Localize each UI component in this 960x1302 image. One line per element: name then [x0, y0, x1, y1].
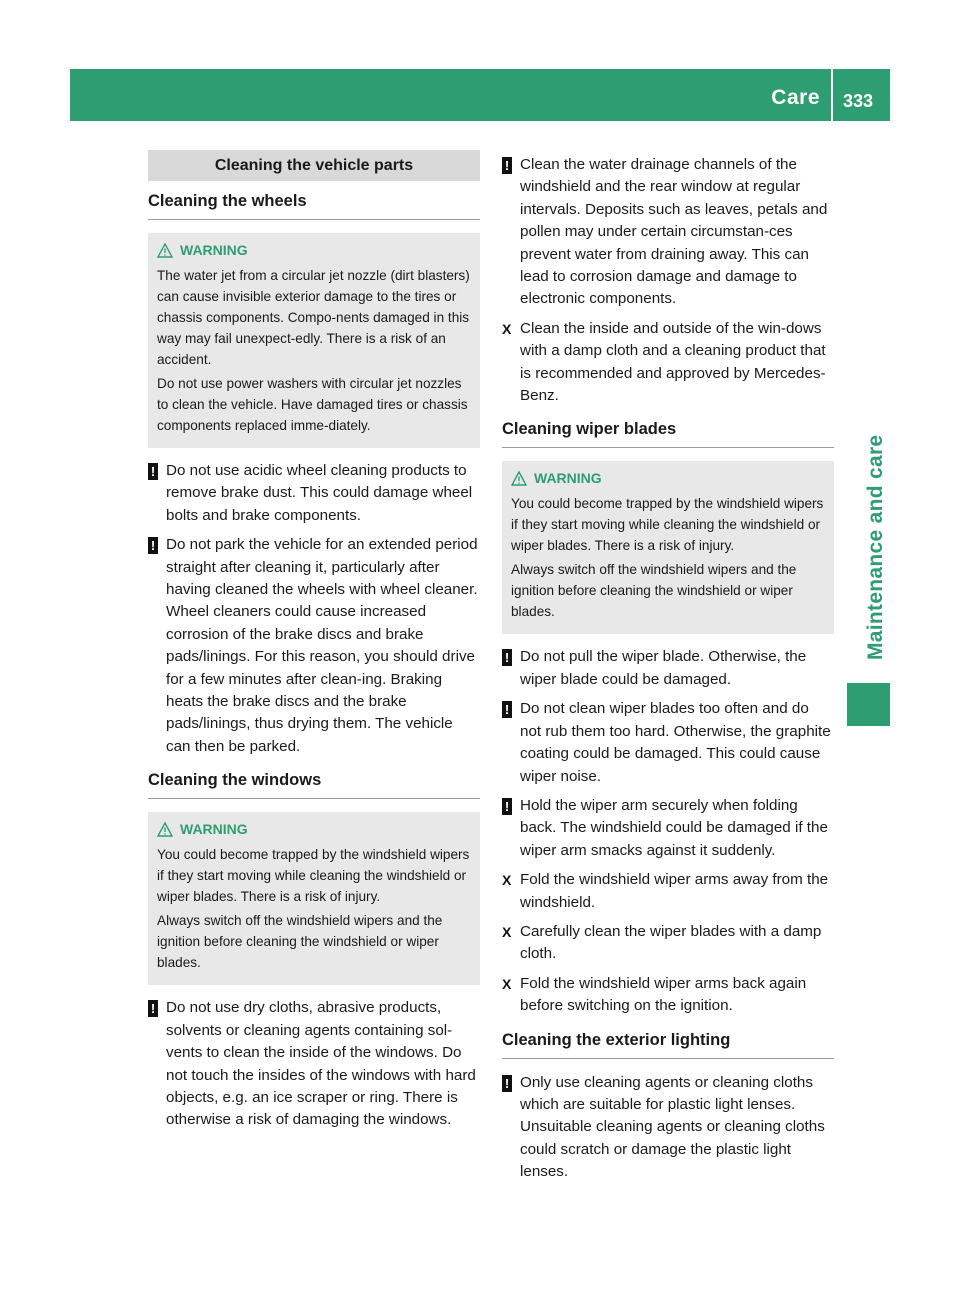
note-text: Do not use acidic wheel cleaning products to remove brake dust. This could damage wheel bolts and brake components.: [166, 462, 473, 524]
warning-text: You could become trapped by the windshield wipers if they start moving while cleaning the windshield or wiper blades. There is a risk of injury.: [511, 496, 824, 554]
page-number: 333: [843, 91, 874, 111]
step-item: [502, 921, 834, 966]
note-text: Do not park the vehicle for an extended period straight after cleaning it, particularly after having cleaned the wheels with wheel cleaner. Wheel cleaners could cause increased corrosion of the brake discs and brake pads/linings. For this reason, you should drive for a few minutes after clean-ing. Braking heats the brake discs and the brake pads/linings, thus drying them. The vehicle can then be parked.: [166, 536, 478, 755]
note-text: Hold the wiper arm securely when folding back. The windshield could be damaged if the wiper arm smacks against it suddenly.: [520, 796, 828, 859]
warning-triangle-icon: [511, 471, 527, 486]
exclamation-box-icon: !: [502, 701, 512, 718]
warning-label: WARNING: [180, 821, 248, 838]
left-column: [148, 150, 480, 1139]
note-item: [502, 1072, 834, 1184]
step-text: Clean the inside and outside of the win-dows with a damp cloth and a cleaning product that is recommended and approved by Mercedes-Benz.: [520, 319, 826, 405]
heading-cleaning-exterior-lighting: Cleaning the exterior lighting: [502, 1031, 834, 1059]
side-tab-marker: [847, 683, 890, 726]
note-text: Do not clean wiper blades too often and do not rub them too hard. Otherwise, the graphite coating could be damaged. This could cause wiper noise.: [520, 700, 831, 785]
note-item: [148, 997, 480, 1131]
warning-text: Do not use power washers with circular jet nozzles to clean the vehicle. Have damaged tires or chassis components replaced imme-diately.: [157, 376, 468, 433]
note-item: [502, 698, 834, 788]
warning-triangle-icon: [157, 243, 173, 258]
exclamation-box-icon: !: [502, 798, 512, 815]
step-text: Carefully clean the wiper blades with a damp cloth.: [520, 922, 822, 963]
exclamation-box-icon: !: [502, 157, 512, 174]
warning-text: Always switch off the windshield wipers and the ignition before cleaning the windshield or wiper blades.: [157, 913, 443, 971]
exclamation-box-icon: !: [502, 1075, 512, 1092]
heading-cleaning-windows: Cleaning the windows: [148, 771, 480, 799]
warning-text: You could become trapped by the windshield wipers if they start moving while cleaning the windshield or wiper blades. There is a risk of injury.: [157, 847, 470, 905]
step-text: Fold the windshield wiper arms back again before switching on the ignition.: [520, 974, 807, 1015]
note-text: Clean the water drainage channels of the windshield and the rear window at regular intervals. Deposits such as leaves, petals and pollen may under certain circumstan-ces prevent water from draining away. This can lead to corrosion damage and damage to electronic components.: [520, 156, 828, 308]
step-item: [502, 973, 834, 1018]
section-title: Cleaning the vehicle parts: [148, 150, 480, 181]
warning-header: [511, 468, 825, 489]
step-item: [502, 318, 834, 408]
warning-box-wipers: [502, 461, 834, 634]
warning-text: Always switch off the windshield wipers and the ignition before cleaning the windshield or wiper blades.: [511, 562, 797, 620]
arrow-right-icon: X: [502, 975, 512, 992]
right-column: [502, 154, 834, 1191]
header-divider: [831, 69, 833, 121]
step-text: Fold the windshield wiper arms away from the windshield.: [520, 871, 829, 911]
arrow-right-icon: X: [502, 320, 512, 337]
warning-triangle-icon: [157, 822, 173, 837]
warning-box-windows: [148, 812, 480, 985]
warning-header: [157, 819, 471, 840]
exclamation-box-icon: !: [502, 649, 512, 666]
note-item: [148, 534, 480, 758]
warning-label: WARNING: [534, 470, 602, 487]
note-item: [502, 646, 834, 691]
header-bar: [70, 69, 890, 121]
side-tab-label: Maintenance and care: [864, 434, 887, 660]
note-text: Do not pull the wiper blade. Otherwise, the wiper blade could be damaged.: [520, 648, 807, 688]
exclamation-box-icon: !: [148, 537, 158, 554]
warning-box-wheels: [148, 233, 480, 448]
heading-cleaning-wheels: Cleaning the wheels: [148, 192, 480, 220]
exclamation-box-icon: !: [148, 463, 158, 480]
arrow-right-icon: X: [502, 872, 512, 889]
note-item: [502, 154, 834, 311]
warning-header: [157, 240, 471, 261]
note-text: Only use cleaning agents or cleaning cloths which are suitable for plastic light lenses. Unsuitable cleaning agents or cleaning cloths could scratch or damage the plastic light lenses.: [520, 1073, 825, 1181]
warning-label: WARNING: [180, 242, 248, 258]
note-item: [502, 795, 834, 862]
heading-cleaning-wiper-blades: Cleaning wiper blades: [502, 420, 834, 448]
note-item: [148, 460, 480, 527]
step-item: [502, 869, 834, 914]
arrow-right-icon: X: [502, 923, 512, 940]
exclamation-box-icon: !: [148, 1000, 158, 1017]
note-text: Do not use dry cloths, abrasive products, solvents or cleaning agents containing sol-vents to clean the inside of the windows. Do not touch the insides of the windows with hard objects, e.g. an ice scraper or ring. There is otherwise a risk of damaging the windows.: [166, 999, 476, 1129]
header-section-title: Care: [771, 86, 820, 109]
warning-text: The water jet from a circular jet nozzle (dirt blasters) can cause invisible exterior damage to the tires or chassis components. Compo-nents damaged in this way may fail unexpect-edly. There is a risk of an accident.: [157, 268, 470, 367]
